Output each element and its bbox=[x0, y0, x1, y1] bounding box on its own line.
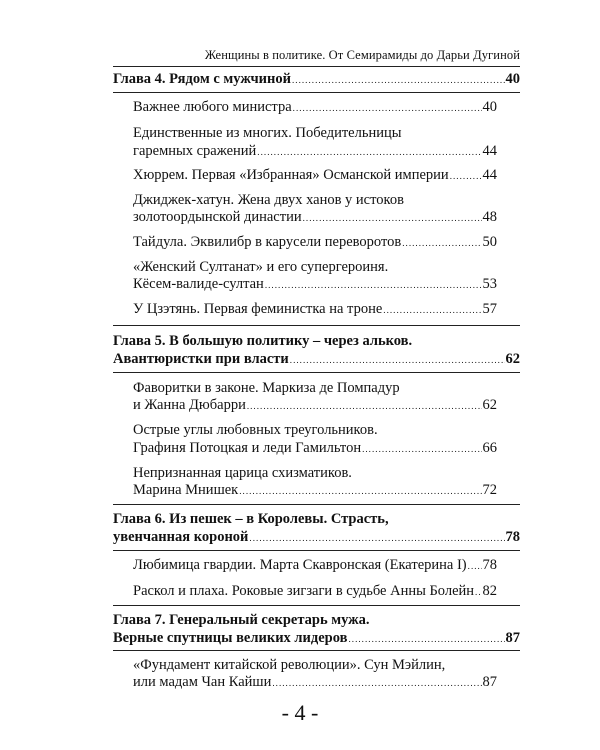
toc-section-line[interactable] bbox=[133, 464, 497, 482]
toc-entry-title: Глава 6. Из пешек – в Королевы. Страсть, bbox=[113, 511, 389, 527]
toc-section[interactable] bbox=[133, 439, 497, 458]
dot-leader bbox=[402, 233, 481, 252]
running-header: Женщины в политике. От Семирамиды до Дарьи Дугиной bbox=[204, 48, 520, 62]
toc-entry-page: 78 bbox=[505, 529, 520, 545]
dot-leader bbox=[293, 98, 482, 117]
toc-entry-page: 87 bbox=[505, 630, 520, 646]
page-number: - 4 - bbox=[281, 700, 319, 725]
toc-entry-title: Джиджек-хатун. Жена двух ханов у истоков bbox=[133, 192, 404, 208]
toc-entry-title: Фаворитки в законе. Маркиза де Помпадур bbox=[133, 380, 400, 396]
dot-leader bbox=[468, 556, 482, 575]
dot-leader bbox=[450, 166, 482, 185]
toc-entry-title: «Фундамент китайской революции». Сун Мэйлин, bbox=[133, 657, 446, 673]
toc-section[interactable] bbox=[133, 166, 497, 185]
dot-leader bbox=[475, 582, 481, 601]
toc-entry-title: Единственные из многих. Победительницы bbox=[133, 125, 402, 141]
toc-section[interactable] bbox=[133, 300, 497, 319]
chapter-divider bbox=[113, 92, 520, 93]
toc-entry-title: Тайдула. Эквилибр в карусели переворотов bbox=[133, 234, 402, 250]
toc-section-line[interactable] bbox=[133, 379, 497, 397]
toc-section-line[interactable] bbox=[133, 258, 497, 276]
toc-entry-page: 44 bbox=[482, 167, 497, 183]
toc-entry-title: У Цзэтянь. Первая феминистка на троне bbox=[133, 301, 383, 317]
toc-chapter-5-line[interactable] bbox=[113, 332, 520, 350]
toc-entry-title: Непризнанная царица схизматиков. bbox=[133, 465, 352, 481]
chapter-divider bbox=[113, 550, 520, 551]
toc-chapter-7-line[interactable] bbox=[113, 611, 520, 629]
toc-entry-page: 62 bbox=[482, 397, 497, 413]
toc-section[interactable] bbox=[133, 275, 497, 294]
toc-entry-title: Кёсем-валиде-султан bbox=[133, 276, 264, 292]
toc-entry-page: 78 bbox=[482, 557, 497, 573]
toc-entry-page: 57 bbox=[482, 301, 497, 317]
toc-entry-title: и Жанна Дюбарри bbox=[133, 397, 246, 413]
toc-chapter-6[interactable] bbox=[113, 528, 520, 547]
toc-entry-title: или мадам Чан Кайши bbox=[133, 674, 272, 690]
toc-entry-title: золотоордынской династии bbox=[133, 209, 302, 225]
toc-entry-page: 62 bbox=[505, 351, 520, 367]
toc-entry-title: Марина Мнишек bbox=[133, 482, 239, 498]
toc-chapter-7[interactable] bbox=[113, 629, 520, 648]
toc-section[interactable] bbox=[133, 208, 497, 227]
toc-entry-page: 48 bbox=[482, 209, 497, 225]
toc-section-line[interactable] bbox=[133, 421, 497, 439]
toc-entry-title: Авантюристки при власти bbox=[113, 351, 289, 367]
chapter-divider bbox=[113, 325, 520, 326]
chapter-divider bbox=[113, 372, 520, 373]
toc-entry-title: Глава 4. Рядом с мужчиной bbox=[113, 71, 291, 87]
toc-section[interactable] bbox=[133, 556, 497, 575]
chapter-divider bbox=[113, 504, 520, 505]
toc-entry-title: Раскол и плаха. Роковые зигзаги в судьбе Анны Болейн bbox=[133, 583, 475, 599]
dot-leader bbox=[265, 275, 482, 294]
toc-section[interactable] bbox=[133, 142, 497, 161]
toc-entry-page: 50 bbox=[482, 234, 497, 250]
dot-leader bbox=[239, 481, 481, 500]
dot-leader bbox=[249, 528, 504, 547]
toc-entry-title: «Женский Султанат» и его супергероиня. bbox=[133, 259, 389, 275]
toc-entry-title: Глава 5. В большую политику – через альков. bbox=[113, 333, 413, 349]
dot-leader bbox=[292, 70, 505, 89]
toc-entry-page: 53 bbox=[482, 276, 497, 292]
toc-entry-title: гаремных сражений bbox=[133, 143, 257, 159]
dot-leader bbox=[348, 629, 504, 648]
toc-section[interactable] bbox=[133, 481, 497, 500]
dot-leader bbox=[303, 208, 482, 227]
toc-entry-page: 72 bbox=[482, 482, 497, 498]
dot-leader bbox=[257, 142, 481, 161]
dot-leader bbox=[383, 300, 481, 319]
toc-entry-title: Хюррем. Первая «Избранная» Османской империи bbox=[133, 167, 449, 183]
toc-chapter-5[interactable] bbox=[113, 350, 520, 369]
toc-section[interactable] bbox=[133, 233, 497, 252]
toc-entry-page: 40 bbox=[505, 71, 520, 87]
chapter-divider bbox=[113, 650, 520, 651]
toc-section-line[interactable] bbox=[133, 191, 497, 209]
toc-section[interactable] bbox=[133, 396, 497, 415]
toc-entry-title: Острые углы любовных треугольников. bbox=[133, 422, 378, 438]
toc-entry-page: 87 bbox=[482, 674, 497, 690]
toc-entry-title: Любимица гвардии. Марта Скавронская (Екатерина I) bbox=[133, 557, 467, 573]
chapter-divider bbox=[113, 605, 520, 606]
toc-chapter-6-line[interactable] bbox=[113, 510, 520, 528]
toc-section-line[interactable] bbox=[133, 656, 497, 674]
toc-section[interactable] bbox=[133, 98, 497, 117]
toc-section-line[interactable] bbox=[133, 124, 497, 142]
toc-entry-title: увенчанная короной bbox=[113, 529, 249, 545]
toc-section[interactable] bbox=[133, 582, 497, 601]
toc-entry-title: Важнее любого министра bbox=[133, 99, 292, 115]
dot-leader bbox=[362, 439, 481, 458]
toc-entry-title: Глава 7. Генеральный секретарь мужа. bbox=[113, 612, 370, 628]
toc-entry-page: 82 bbox=[482, 583, 497, 599]
toc-entry-page: 66 bbox=[482, 440, 497, 456]
header-rule bbox=[113, 66, 520, 67]
dot-leader bbox=[290, 350, 505, 369]
toc-chapter-4[interactable] bbox=[113, 70, 520, 89]
dot-leader bbox=[247, 396, 482, 415]
toc-entry-title: Верные спутницы великих лидеров bbox=[113, 630, 348, 646]
toc-entry-title: Графиня Потоцкая и леди Гамильтон bbox=[133, 440, 362, 456]
toc-entry-page: 44 bbox=[482, 143, 497, 159]
dot-leader bbox=[272, 673, 481, 692]
toc-entry-page: 40 bbox=[482, 99, 497, 115]
toc-section[interactable] bbox=[133, 673, 497, 692]
